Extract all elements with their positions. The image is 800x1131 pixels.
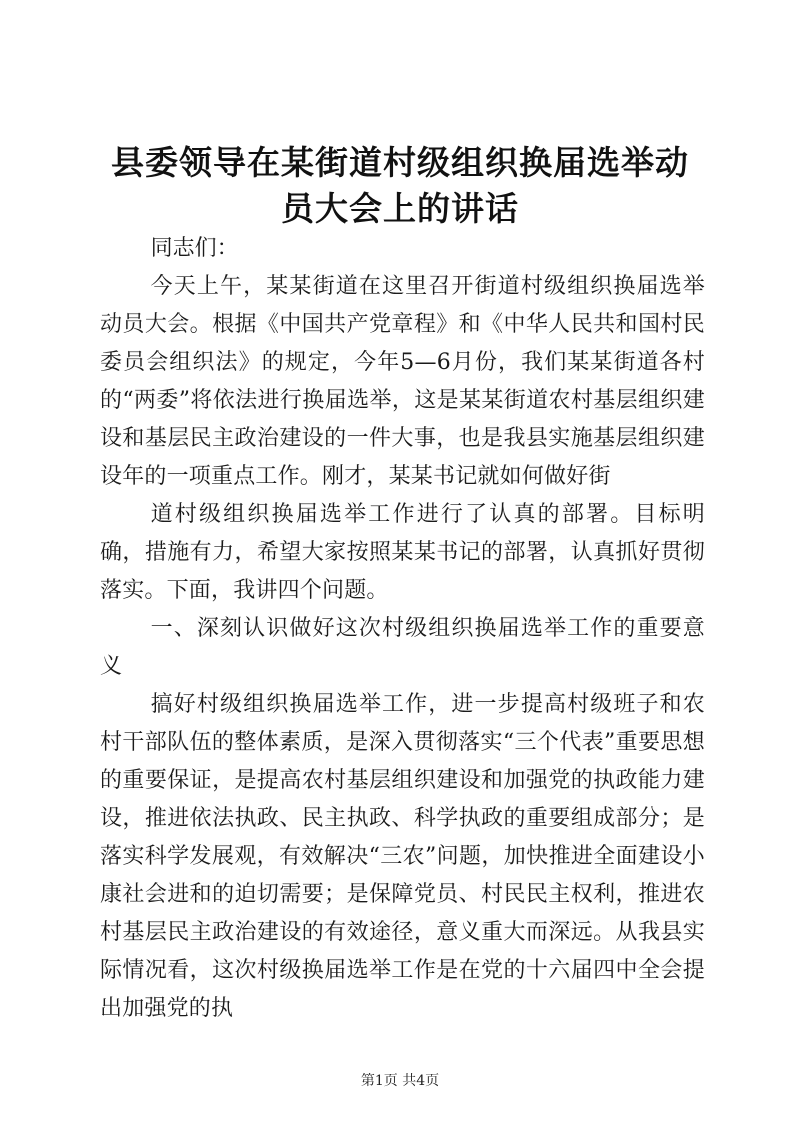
paragraph-3: 搞好村级组织换届选举工作，进一步提高村级班子和农村干部队伍的整体素质，是深入贯彻落实“三个代表”重要思想的重要保证，是提高农村基层组织建设和加强党的执政能力建设，推进依法执政、民主执政、科学执政的重要组成部分；是落实科学发展观，有效解决“三农”问题，加快推进全面建设小康社会进和的迫切需要；是保障党员、村民民主权利，推进农村基层民主政治建设的有效途径，意义重大而深远。从我县实际情况看，这次村级换届选举工作是在党的十六届四中全会提出加强党的执 (100, 692, 705, 1021)
salutation: 同志们： (150, 236, 239, 261)
paragraph-2: 道村级组织换届选举工作进行了认真的部署。目标明确，措施有力，希望大家按照某某书记的部署，认真抓好贯彻落实。下面，我讲四个问题。 (100, 502, 705, 603)
document-body (100, 230, 705, 1028)
document-title: 县委领导在某街道村级组织换届选举动员大会上的讲话 (111, 143, 689, 228)
section-heading-1: 一、深刻认识做好这次村级组织换届选举工作的重要意义 (100, 616, 705, 679)
page-footer: 第1页 共4页 (360, 1073, 440, 1089)
paragraph-1: 今天上午，某某街道在这里召开街道村级组织换届选举动员大会。根据《中国共产党章程》和《中华人民共和国村民委员会组织法》的规定，今年5—6月份，我们某某街道各村的“两委”将依法进行换届选举，这是某某街道农村基层组织建设和基层民主政治建设的一件大事，也是我县实施基层组织建设年的一项重点工作。刚才，某某书记就如何做好街 (100, 274, 705, 489)
